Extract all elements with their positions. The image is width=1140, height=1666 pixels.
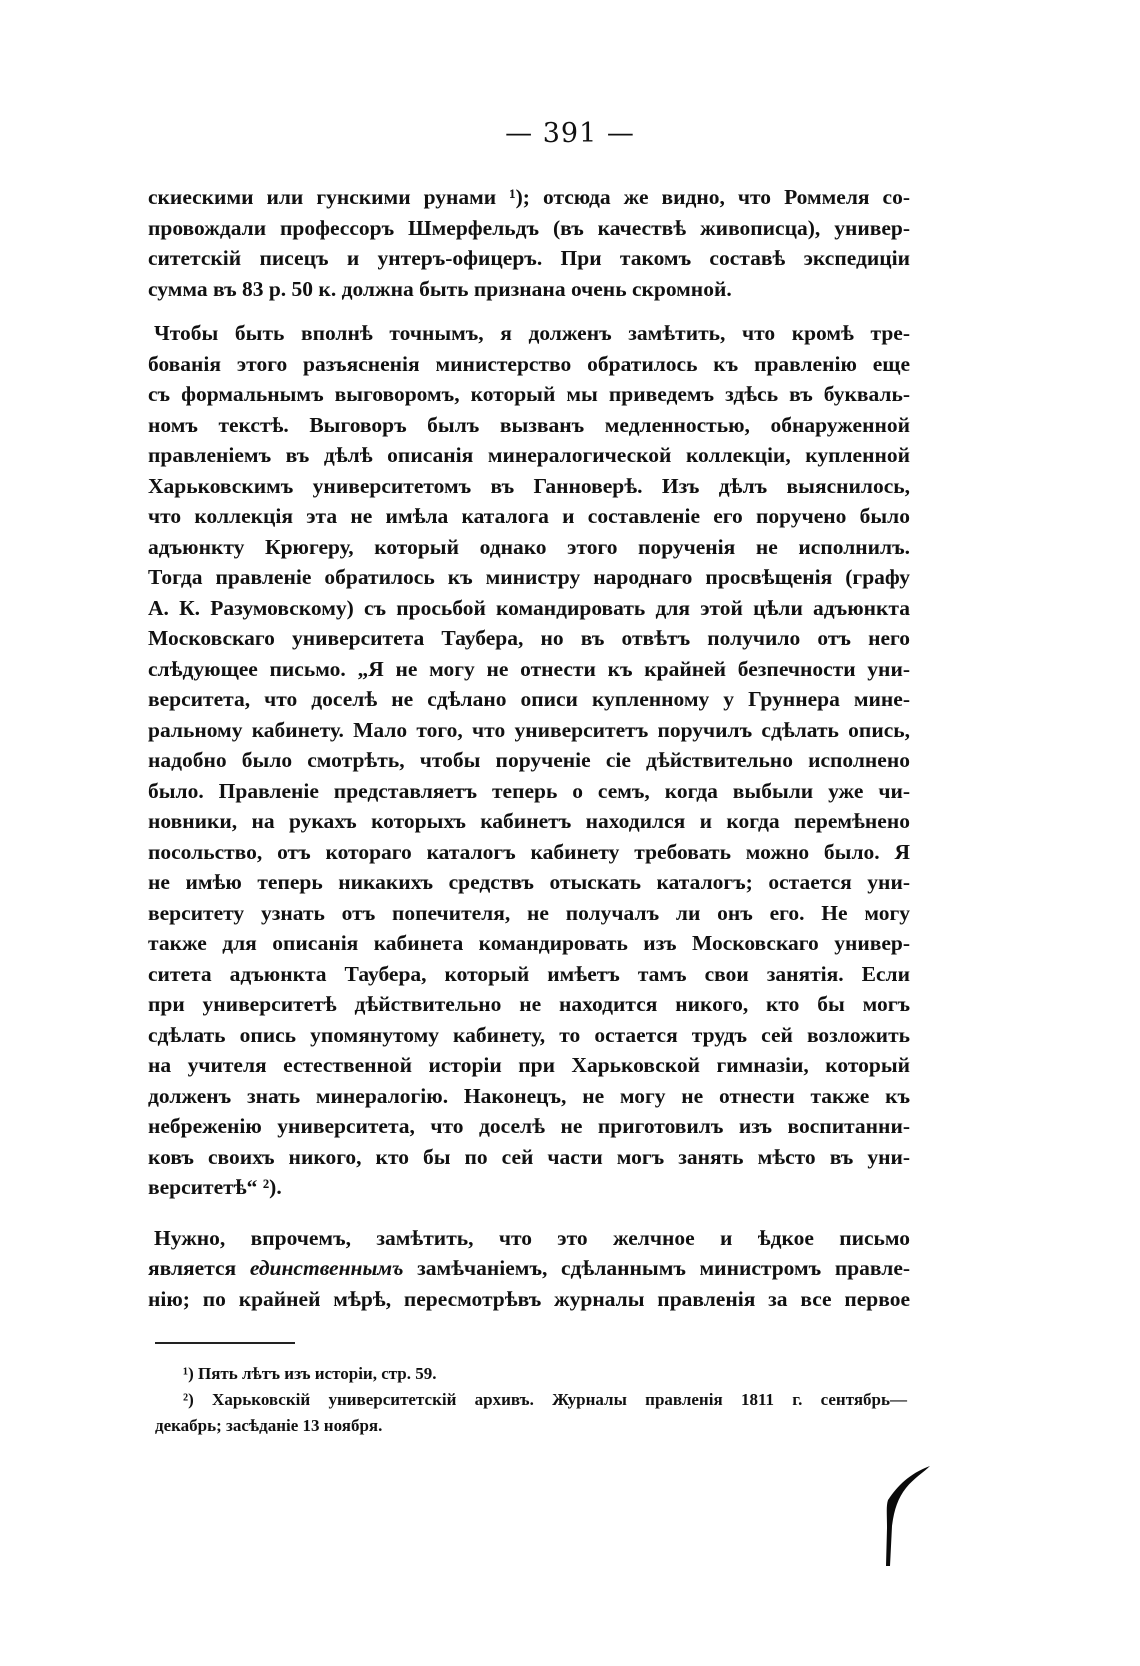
text-line: на учителя естественной исторіи при Харьковской гимназіи, который [148, 1053, 910, 1077]
ink-mark-icon [878, 1448, 938, 1568]
text-segment: замѣчаніемъ, сдѣланнымъ министромъ правле- [417, 1256, 911, 1280]
text-line: верситетѣ“ ²). [148, 1175, 282, 1199]
text-line: верситету узнать отъ попечителя, не получалъ ли онъ его. Не могу [148, 900, 910, 925]
text-line: бованія этого разъясненія министерство обратилось къ правленію еще [148, 351, 910, 376]
text-segment: является [148, 1256, 237, 1280]
text-line: также для описанія кабинета командировать изъ Московскаго универ- [148, 931, 910, 955]
text-line: ситета адъюнкта Таубера, который имѣетъ тамъ свои занятія. Если [148, 961, 910, 986]
footnotes [155, 1361, 907, 1439]
footnote-1: ¹) Пять лѣтъ изъ исторіи, стр. 59. [183, 1364, 437, 1383]
text-line: ситетскій писецъ и унтеръ-офицеръ. При такомъ составѣ экспедиціи [148, 246, 910, 270]
text-line: сумма въ 83 р. 50 к. должна быть признана очень скромной. [148, 276, 732, 301]
text-line: слѣдующее письмо. „Я не могу не отнести къ крайней безпечности уни- [148, 656, 910, 681]
text-line: провождали профессоръ Шмерфельдъ (въ качествѣ живописца), универ- [148, 215, 910, 240]
footnote-2: ²) Харьковскій университетскій архивъ. Журналы правленія 1811 г. сентябрь— [183, 1390, 907, 1409]
text-line: правленіемъ въ дѣлѣ описанія минералогической коллекціи, купленной [148, 443, 910, 467]
text-line: скиескими или гунскими рунами ¹); отсюда же видно, что Роммеля со- [148, 185, 910, 209]
paragraph-gap [148, 1203, 910, 1223]
text-line: Чтобы быть вполнѣ точнымъ, я долженъ замѣтить, что кромѣ тре- [154, 321, 910, 345]
text-line: Нужно, впрочемъ, замѣтить, что это желчное и ѣдкое письмо [154, 1225, 910, 1250]
text-line: посольство, отъ котораго каталогъ кабинету требовать можно было. Я [148, 839, 910, 864]
text-line: нію; по крайней мѣрѣ, пересмотрѣвъ журналы правленія за все первое [148, 1286, 910, 1311]
text-line: ковъ своихъ никого, кто бы по сей части могъ занять мѣсто въ уни- [148, 1144, 910, 1169]
text-line: надобно было смотрѣть, чтобы порученіе сіе дѣйствительно исполнено [148, 748, 910, 772]
footnote-divider [155, 1342, 295, 1344]
emphasized-word: единственнымъ [249, 1256, 404, 1280]
footnote-2-continuation: декабрь; засѣданіе 13 ноября. [155, 1416, 383, 1435]
text-line: адъюнкту Крюгеру, который однако этого порученія не исполнилъ. [148, 534, 910, 559]
text-line: сдѣлать опись упомянутому кабинету, то остается трудъ сей возложить [148, 1022, 910, 1047]
paragraph-gap [148, 304, 910, 318]
page-number: — 391 — [505, 118, 635, 149]
body-text [148, 182, 910, 1314]
text-line: не имѣю теперь никакихъ средствъ отыскать каталогъ; остается уни- [148, 870, 910, 894]
text-line: Харьковскимъ университетомъ въ Ганноверѣ. Изъ дѣлъ выяснилось, [148, 473, 910, 498]
text-line: при университетѣ дѣйствительно не находится никого, кто бы могъ [148, 992, 910, 1016]
text-line: номъ текстѣ. Выговоръ былъ вызванъ медленностью, обнаруженной [148, 412, 910, 437]
text-line: что коллекція эта не имѣла каталога и составленіе его поручено было [148, 504, 910, 528]
text-line: съ формальнымъ выговоромъ, который мы приведемъ здѣсь въ букваль- [148, 382, 910, 406]
text-line [148, 1253, 910, 1284]
text-line: Тогда правленіе обратилось къ министру народнаго просвѣщенія (графу [148, 565, 910, 589]
text-line: небреженію университета, что доселѣ не приготовилъ изъ воспитанни- [148, 1114, 910, 1138]
text-line: Московскаго университета Таубера, но въ отвѣтъ получило отъ него [148, 626, 910, 650]
text-line: было. Правленіе представляетъ теперь о семъ, когда выбыли уже чи- [148, 778, 910, 803]
text-line: А. К. Разумовскому) съ просьбой командировать для этой цѣли адъюнкта [148, 595, 910, 620]
text-line: новники, на рукахъ которыхъ кабинетъ находился и когда перемѣнено [148, 809, 910, 833]
text-line: верситета, что доселѣ не сдѣлано описи купленному у Груннера мине- [148, 687, 910, 711]
text-line: долженъ знать минералогію. Наконецъ, не могу не отнести также къ [148, 1083, 910, 1108]
text-line: ральному кабинету. Мало того, что университетъ поручилъ сдѣлать опись, [148, 717, 910, 742]
